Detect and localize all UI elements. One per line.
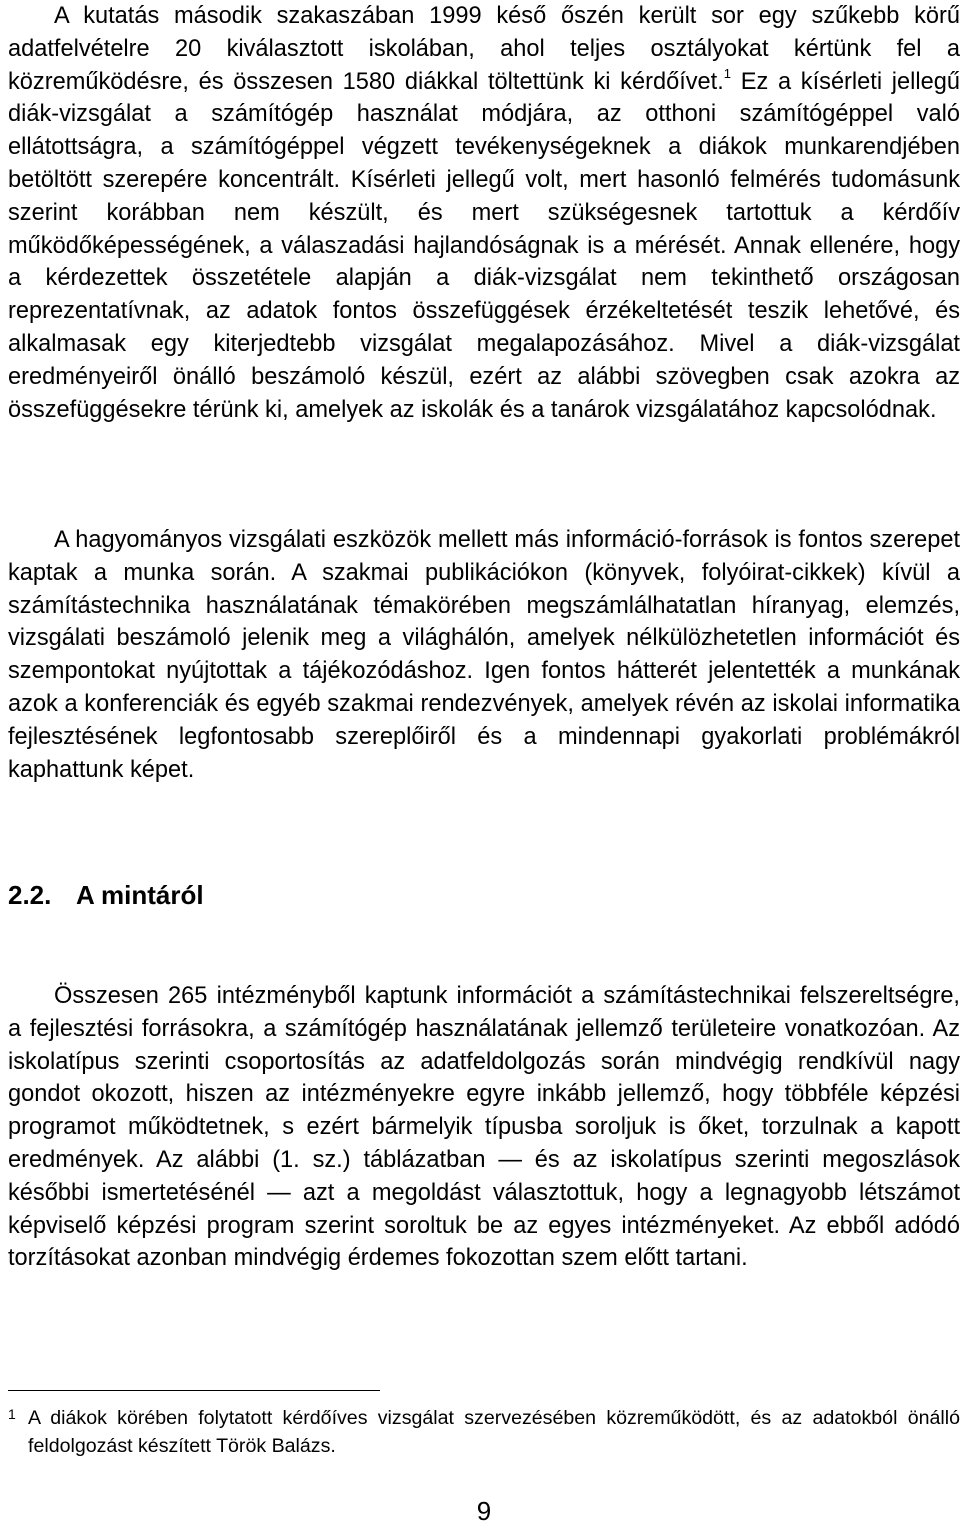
paragraph-research-second-phase bbox=[8, 0, 960, 426]
footnote-text: A diákok körében folytatott kérdőíves vizsgálat szervezésében közreműködött, és az adatokból önálló feldolgozást készített Török Balázs. bbox=[28, 1407, 960, 1457]
footnote-mark: 1 bbox=[8, 1406, 16, 1422]
paragraph-text: A kutatás második szakaszában 1999 késő őszén került sor egy szűkebb körű adatfelvételre 20 kiválasztott iskolában, ahol teljes osztályokat kértünk fel a közreműködésre, és összesen 1580 diákkal töltettünk ki kérdőívet. bbox=[8, 3, 960, 95]
footnote bbox=[8, 1404, 960, 1460]
footnote-reference[interactable]: 1 bbox=[723, 65, 732, 81]
section-heading bbox=[8, 880, 204, 911]
section-number: 2.2. bbox=[8, 880, 52, 910]
page-number: 9 bbox=[476, 1496, 492, 1526]
footnote-separator bbox=[8, 1390, 380, 1391]
paragraph-information-sources: A hagyományos vizsgálati eszközök mellett más információ-források is fontos szerepet kaptak a munka során. A szakmai publikációkon (könyvek, folyóirat-cikkek) kívül a számítástechnika használatának témakörében megszámlálhatatlan híranyag, elemzés, vizsgálati beszámoló jelenik meg a világhálón, amelyek nélkülözhetetlen információt és szempontokat nyújtottak a tájékozódáshoz. Igen fontos hátterét jelentették a munkának azok a konferenciák és egyéb szakmai rendezvények, amelyek révén az iskolai informatika fejlesztésének legfontosabb szereplőiről és a mindennapi gyakorlati problémákról kaphattunk képet. bbox=[8, 527, 960, 783]
section-title: A mintáról bbox=[76, 880, 204, 910]
paragraph-sample-description: Összesen 265 intézményből kaptunk információt a számítástechnikai felszereltségre, a fejlesztési forrásokra, a számítógép használatának jellemző területeire vonatkozóan. Az iskolatípus szerinti csoportosítás az adatfeldolgozás során mindvégig rendkívül nagy gondot okozott, hiszen az intézményekre egyre inkább jellemző, hogy többféle képzési programot működtetnek, s ezért bármelyik típusba soroljuk is őket, torzulnak a kapott eredmények. Az alábbi (1. sz.) táblázatban — és az iskolatípus szerinti megoszlások későbbi ismertetésénél — azt a megoldást választottuk, hogy a legnagyobb létszámot képviselő képzési program szerint soroltuk be az egyes intézményeket. Az ebből adódó torzításokat azonban mindvégig érdemes fokozottan szem előtt tartani. bbox=[8, 983, 960, 1272]
paragraph-text: Ez a kísérleti jellegű diák-vizsgálat a számítógép használat módjára, az otthoni számítógéppel való ellátottságra, a számítógéppel végzett tevékenységeknek a diákok munkarendjében betöltött szerepére koncentrált. Kísérleti jellegű volt, mert hasonló felmérés tudomásunk szerint korábban nem készült, és mert szükségesnek tartottuk a kérdőív működőképességének, a válaszadási hajlandóságnak is a mérését. Annak ellenére, hogy a kérdezettek összetétele alapján a diák-vizsgálat nem tekinthető országosan reprezentatívnak, az adatok fontos összefüggések érzékeltetését teszik lehetővé, és alkalmasak egy kiterjedtebb vizsgálat megalapozásához. Mivel a diák-vizsgálat eredményeiről önálló beszámoló készül, ezért az alábbi szövegben csak azokra az összefüggésekre térünk ki, amelyek az iskolák és a tanárok vizsgálatához kapcsolódnak. bbox=[8, 68, 960, 423]
